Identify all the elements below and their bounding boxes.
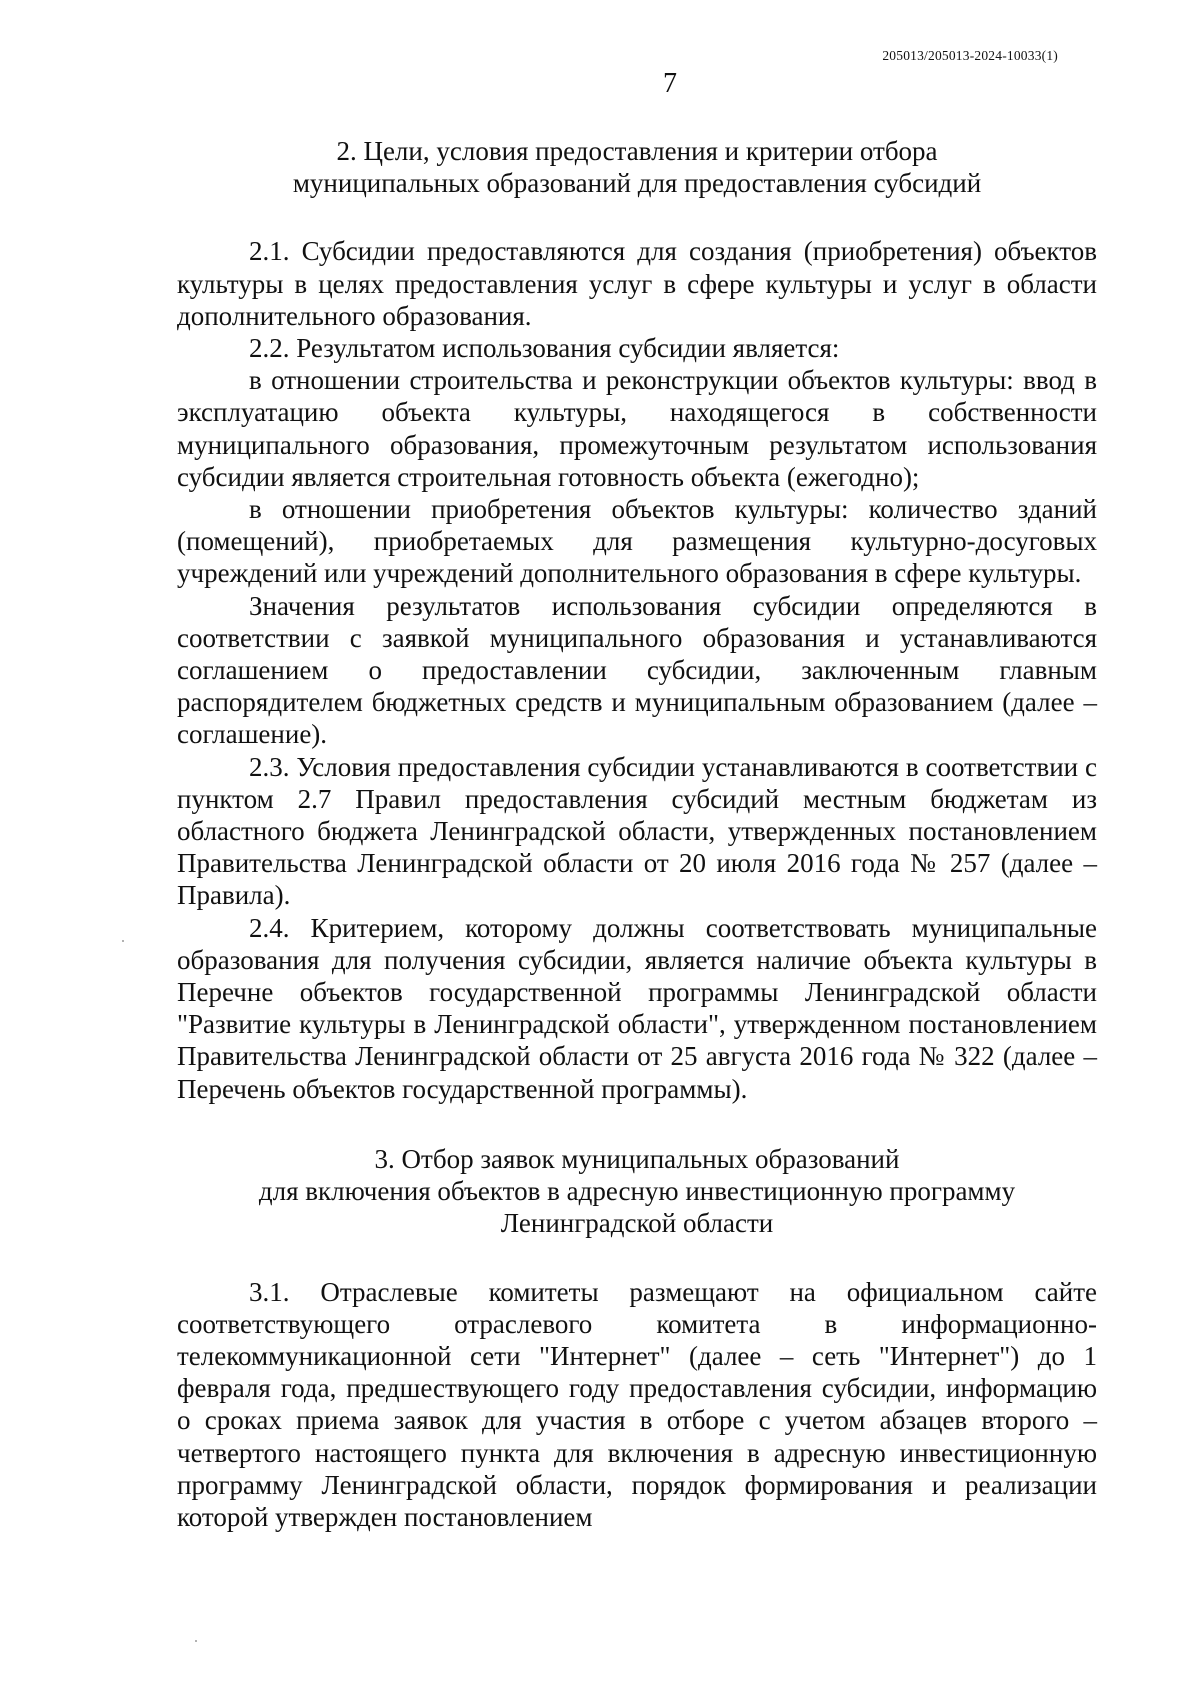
paragraph-2-2: 2.2. Результатом использования субсидии является: — [249, 333, 840, 364]
section-3-heading-line: 3. Отбор заявок муниципальных образований — [374, 1143, 900, 1174]
paragraph-2-2-construction: в отношении строительства и реконструкции объектов культуры: ввод в эксплуатацию объекта культуры, находящегося в собственности муниципального образования, промежуточным результатом использования субсидии является строительная готовность объекта (ежегодно); — [177, 365, 1097, 492]
section-3-heading-line: для включения объектов в адресную инвестиционную программу — [258, 1176, 1016, 1207]
section-2-heading-line: 2. Цели, условия предоставления и критерии отбора — [336, 136, 938, 166]
paragraph-2-3: 2.3. Условия предоставления субсидии устанавливаются в соответствии с пунктом 2.7 Правил предоставления субсидий местным бюджетам из областного бюджета Ленинградской области, утвержденных постановлением Правительства Ленинградской области от 20 июля 2016 года № 257 (далее – Правила). — [177, 751, 1097, 911]
document-id: 205013/205013-2024-10033(1) — [882, 48, 1058, 63]
paragraph-2-1: 2.1. Субсидии предоставляются для создания (приобретения) объектов культуры в целях предоставления услуг в сфере культуры и услуг в области дополнительного образования. — [177, 236, 1097, 331]
section-2-heading — [177, 135, 1097, 199]
section-3-heading — [177, 1143, 1097, 1240]
paragraph-2-4: 2.4. Критерием, которому должны соответствовать муниципальные образования для получения субсидии, является наличие объекта культуры в Перечне объектов государственной программы Ленинградской области "Развитие культуры в Ленинградской области", утвержденном постановлением Правительства Ленинградской области от 25 августа 2016 года № 322 (далее – Перечень объектов государственной программы). — [177, 912, 1097, 1104]
document-body — [177, 135, 1097, 1533]
paragraph-2-2-values: Значения результатов использования субсидии определяются в соответствии с заявкой муниципального образования и устанавливаются соглашением о предоставлении субсидии, заключенным главным распорядителем бюджетных средств и муниципальным образованием (далее – соглашение). — [177, 590, 1097, 750]
page-number: 7 — [663, 68, 677, 99]
scan-speck — [122, 940, 124, 942]
scan-speck — [195, 1640, 197, 1642]
section-3-heading-line: Ленинградской области — [500, 1208, 774, 1239]
paragraph-2-2-acquisition: в отношении приобретения объектов культуры: количество зданий (помещений), приобретаемых для размещения культурно-досуговых учреждений или учреждений дополнительного образования в сфере культуры. — [177, 494, 1097, 589]
section-2-heading-line: муниципальных образований для предоставления субсидий — [292, 168, 982, 199]
paragraph-3-1: 3.1. Отраслевые комитеты размещают на официальном сайте соответствующего отраслевого комитета в информационно-телекоммуникационной сети "Интернет" (далее – сеть "Интернет") до 1 февраля года, предшествующего году предоставления субсидии, информацию о сроках приема заявок для участия в отборе с учетом абзацев второго – четвертого настоящего пункта для включения в адресную инвестиционную программу Ленинградской области, порядок формирования и реализации которой утвержден постановлением — [177, 1276, 1097, 1532]
